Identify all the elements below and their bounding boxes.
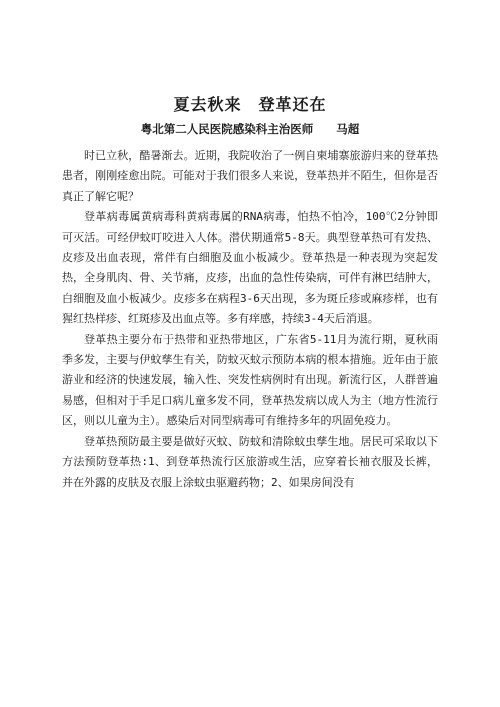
- author-line: 粤北第二人民医院感染科主治医师 马超: [140, 122, 360, 136]
- paragraph-4: 登革热预防最主要是做好灭蚊、防蚊和清除蚊虫孳生地。居民可采取以下方法预防登革热:1、到登革热流行区旅游或生活，应穿着长袖衣服及长裤，并在外露的皮肤及衣服上涂蚊虫驱避药物；2、如果房间没有: [62, 434, 438, 489]
- article-body: [62, 146, 438, 493]
- paragraph-1: 时已立秋，酷暑渐去。近期，我院收治了一例自柬埔寨旅游归来的登革热患者，刚刚痊愈出院。可能对于我们很多人来说，登革热并不陌生，但你是否真正了解它呢？: [62, 149, 438, 203]
- document-title: 夏去秋来 登革还在: [173, 95, 327, 114]
- paragraph-2: 登革病毒属黄病毒科黄病毒属的RNA病毒，怕热不怕冷，100℃2分钟即可灭活。可经伊蚊叮咬进入人体。潜伏期通常5-8天。典型登革热可有发热、皮疹及出血表现，常伴有白细胞及血小板减少。登革热是一种表现为突起发热，全身肌肉、骨、关节痛，皮疹，出血的急性传染病，可伴有淋巴结肿大，白细胞及血小板减少。皮疹多在病程3-6天出现，多为斑丘疹或麻疹样，也有猩红热样疹、红斑疹及出血点等。多有痒感，持续3-4天后消退。: [62, 210, 438, 326]
- paragraph-3: 登革热主要分布于热带和亚热带地区，广东省5-11月为流行期，夏秋雨季多发，主要与伊蚊孳生有关，防蚊灭蚊示预防本病的根本措施。近年由于旅游业和经济的快速发展，输入性、突发性病例时有出现。新流行区，人群普遍易感，但相对于手足口病儿童多发不同，登革热发病以成人为主（地方性流行区，则以儿童为主）。感染后对同型病毒可有维持多年的巩固免疫力。: [62, 332, 438, 428]
